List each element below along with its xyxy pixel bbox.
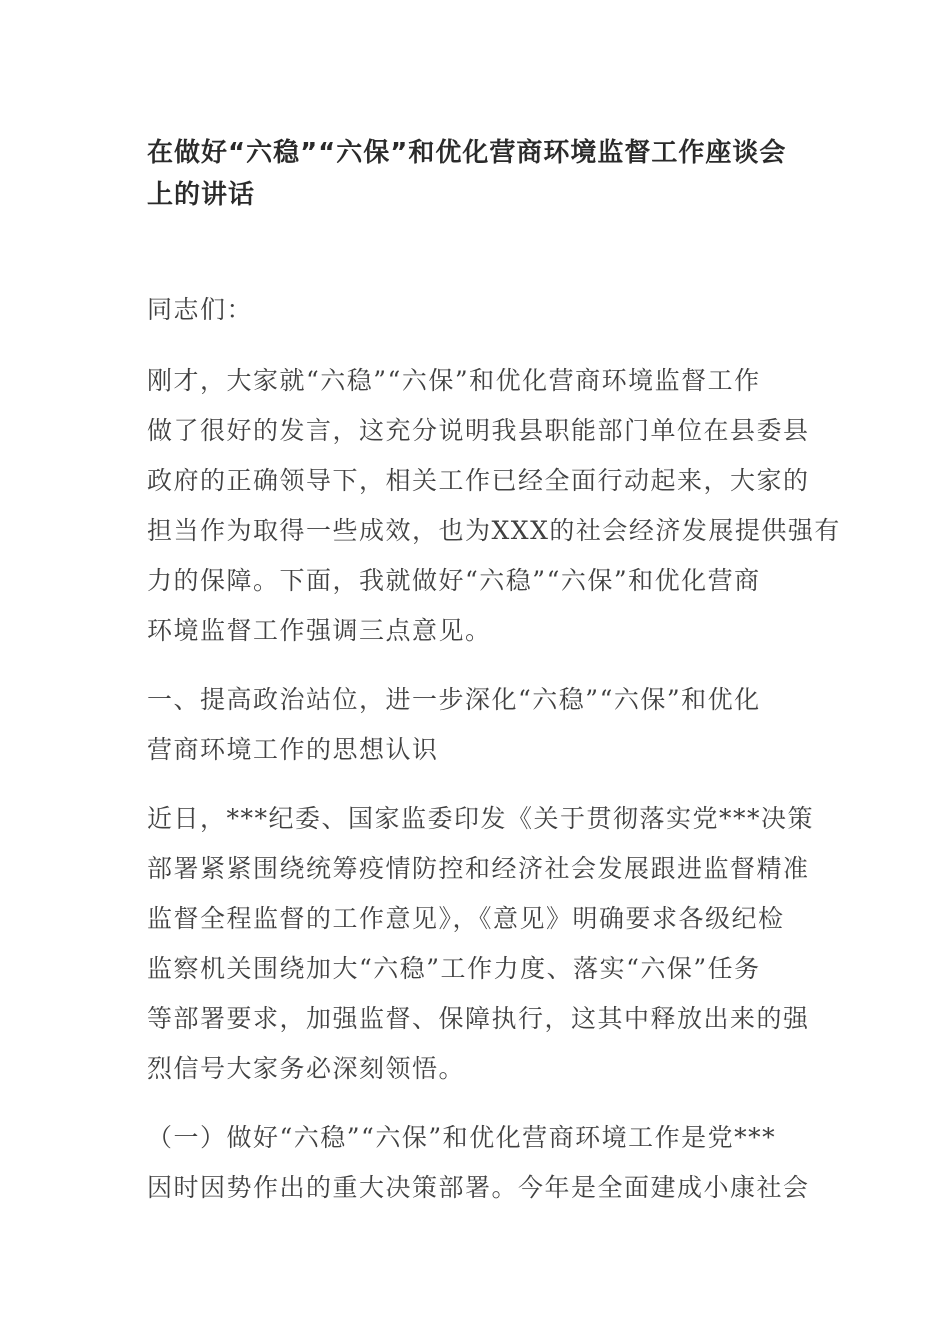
text-line: 担当作为取得一些成效，也为XXX的社会经济发展提供强有 <box>147 516 841 545</box>
text-line: 监督全程监督的工作意见》，《意见》明确要求各级纪检 <box>147 904 785 933</box>
document-body <box>147 132 841 1232</box>
text-line: 烈信号大家务必深刻领悟。 <box>147 1054 466 1083</box>
text-line: 部署紧紧围绕统筹疫情防控和经济社会发展跟进监督精准 <box>147 854 810 883</box>
title-line: 上的讲话 <box>147 180 256 210</box>
text-line: 营商环境工作的思想认识 <box>147 735 439 764</box>
title-line: 在做好“六稳”“六保”和优化营商环境监督工作座谈会 <box>147 138 787 168</box>
text-line: 环境监督工作强调三点意见。 <box>147 616 492 645</box>
greeting: 同志们： <box>147 295 254 324</box>
text-line: 刚才，大家就“六稳”“六保”和优化营商环境监督工作 <box>147 366 761 395</box>
document-title <box>147 132 812 216</box>
paragraph-section-1 <box>147 794 815 1094</box>
paragraph-subsection-1 <box>147 1113 812 1213</box>
text-line: 监察机关围绕加大“六稳”工作力度、落实“六保”任务 <box>147 954 761 983</box>
text-line: 等部署要求，加强监督、保障执行，这其中释放出来的强 <box>147 1004 810 1033</box>
text-line: 做了很好的发言，这充分说明我县职能部门单位在县委县 <box>147 416 810 445</box>
text-line: 政府的正确领导下，相关工作已经全面行动起来，大家的 <box>147 466 810 495</box>
text-line: 一、提高政治站位，进一步深化“六稳”“六保”和优化 <box>147 685 761 714</box>
text-line: 近日，***纪委、国家监委印发《关于贯彻落实党***决策 <box>147 804 815 833</box>
paragraph-intro <box>147 356 841 656</box>
text-line: （一）做好“六稳”“六保”和优化营商环境工作是党*** <box>147 1123 777 1152</box>
text-line: 力的保障。下面，我就做好“六稳”“六保”和优化营商 <box>147 566 761 595</box>
text-line: 因时因势作出的重大决策部署。今年是全面建成小康社会 <box>147 1173 810 1202</box>
section-heading-1 <box>147 675 812 775</box>
